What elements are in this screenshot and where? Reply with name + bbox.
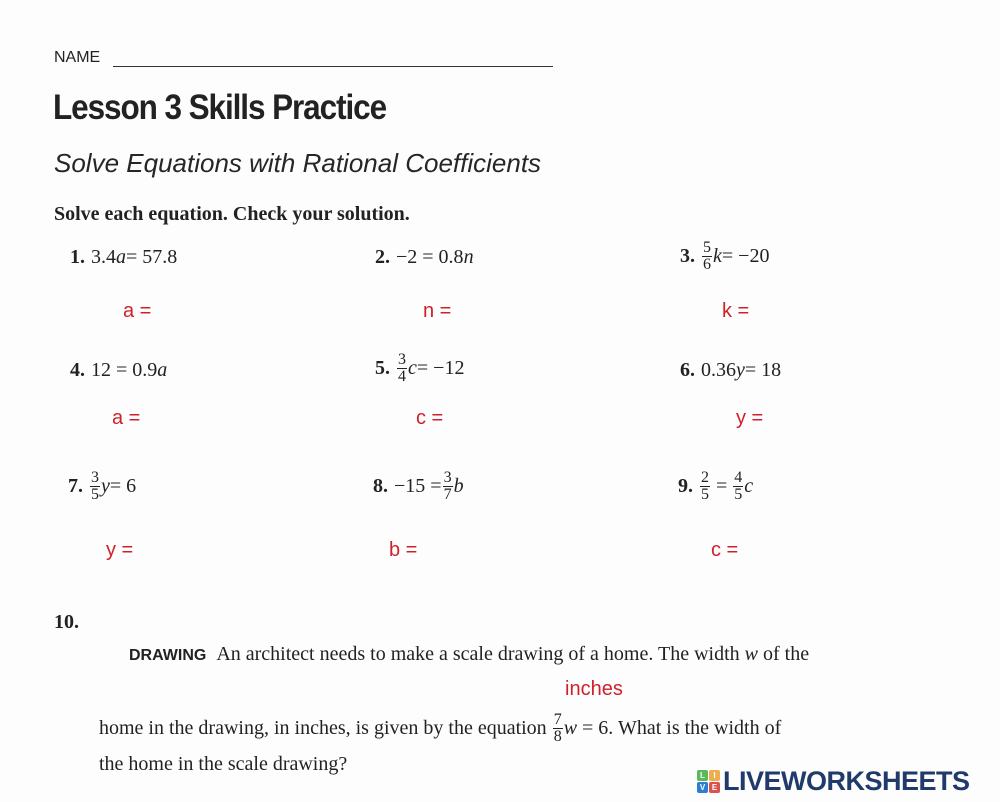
fraction	[733, 470, 743, 503]
rhs: = 6	[109, 475, 137, 497]
fraction	[90, 470, 100, 503]
problem-10	[54, 600, 974, 782]
problem-2	[375, 246, 474, 269]
text: home in the drawing, in inches, is given by the equation	[99, 717, 552, 739]
problem-number: 4.	[70, 359, 85, 381]
page-subtitle: Solve Equations with Rational Coefficients	[54, 148, 542, 178]
denominator: 6	[703, 256, 711, 273]
fraction	[702, 240, 712, 273]
text: of the	[758, 643, 810, 665]
problem-number: 7.	[68, 475, 83, 497]
answer-field-3[interactable]: k =	[722, 300, 750, 322]
logo-tile: V	[697, 782, 708, 793]
variable: n	[463, 246, 474, 268]
logo-tile: L	[697, 770, 708, 781]
problem-number: 10.	[54, 611, 79, 633]
variable: y	[101, 475, 110, 497]
numerator: 4	[734, 469, 743, 486]
numerator: 2	[701, 469, 709, 486]
problem-5	[375, 352, 464, 385]
fraction	[443, 470, 453, 503]
answer-field-7[interactable]: y =	[106, 539, 134, 561]
variable: c	[408, 357, 417, 379]
denominator: 5	[91, 486, 99, 503]
text: the home in the scale drawing?	[99, 753, 348, 775]
problem-3	[680, 240, 769, 273]
numerator: 3	[91, 469, 99, 486]
coef: 3.4	[91, 246, 116, 268]
problem-number: 8.	[373, 475, 388, 497]
answer-field-4[interactable]: a =	[112, 407, 141, 429]
problem-number: 1.	[70, 246, 85, 268]
variable: b	[453, 475, 464, 497]
answer-field-8[interactable]: b =	[389, 539, 418, 561]
answer-field-1[interactable]: a =	[123, 300, 152, 322]
answer-field-6[interactable]: y =	[736, 407, 764, 429]
problem-number: 3.	[680, 245, 695, 267]
denominator: 8	[553, 727, 562, 745]
problem-number: 2.	[375, 246, 390, 268]
lhs: −2 = 0.8	[396, 246, 464, 268]
problem-7	[68, 470, 136, 503]
answer-field-2[interactable]: n =	[423, 300, 452, 322]
liveworksheets-logo	[697, 766, 970, 797]
answer-field-5[interactable]: c =	[416, 407, 444, 429]
lhs: −15 =	[394, 475, 442, 497]
problem-6	[680, 359, 781, 382]
page-title: Lesson 3 Skills Practice	[53, 88, 387, 127]
logo-text: LIVEWORKSHEETS	[723, 766, 970, 796]
logo-tile: I	[709, 770, 720, 781]
variable: y	[736, 359, 745, 381]
variable: a	[116, 246, 126, 268]
coef: 0.36	[701, 359, 736, 381]
fraction	[700, 470, 710, 503]
problem-tag: DRAWING	[129, 647, 207, 664]
variable: c	[744, 475, 754, 497]
fraction	[553, 712, 563, 745]
rhs: = −20	[721, 245, 770, 267]
problem-number: 5.	[375, 357, 390, 379]
numerator: 3	[443, 469, 452, 486]
variable: k	[713, 245, 722, 267]
rhs: = 18	[744, 359, 782, 381]
denominator: 5	[701, 486, 709, 503]
problem-10-line-1	[99, 600, 974, 710]
lhs: 12 = 0.9	[91, 359, 158, 381]
numerator: 3	[398, 351, 406, 368]
problem-4	[70, 359, 167, 382]
denominator: 4	[398, 368, 406, 385]
answer-field-9[interactable]: c =	[711, 539, 739, 561]
fraction	[397, 352, 407, 385]
variable: w	[744, 643, 759, 665]
logo-icon	[697, 770, 720, 793]
problem-9	[678, 470, 753, 503]
equals: =	[711, 475, 733, 497]
numerator: 7	[553, 710, 562, 728]
name-input-line[interactable]	[113, 66, 553, 67]
denominator: 5	[734, 486, 743, 503]
problem-8	[373, 470, 464, 503]
name-label: NAME	[54, 49, 101, 66]
numerator: 5	[703, 239, 711, 256]
problem-1	[70, 246, 177, 269]
answer-field-10[interactable]: inches	[565, 678, 623, 700]
problem-number: 9.	[678, 475, 693, 497]
text: An architect needs to make a scale drawing of a home. The width	[216, 643, 745, 665]
rhs: = −12	[416, 357, 465, 379]
variable: w	[563, 717, 578, 739]
text: = 6. What is the width of	[577, 717, 782, 739]
rhs: = 57.8	[126, 246, 178, 268]
problem-10-line-2	[99, 710, 974, 746]
denominator: 7	[443, 486, 452, 503]
problem-number: 6.	[680, 359, 695, 381]
variable: a	[157, 359, 168, 381]
instructions: Solve each equation. Check your solution.	[54, 203, 410, 225]
logo-tile: E	[709, 782, 720, 793]
